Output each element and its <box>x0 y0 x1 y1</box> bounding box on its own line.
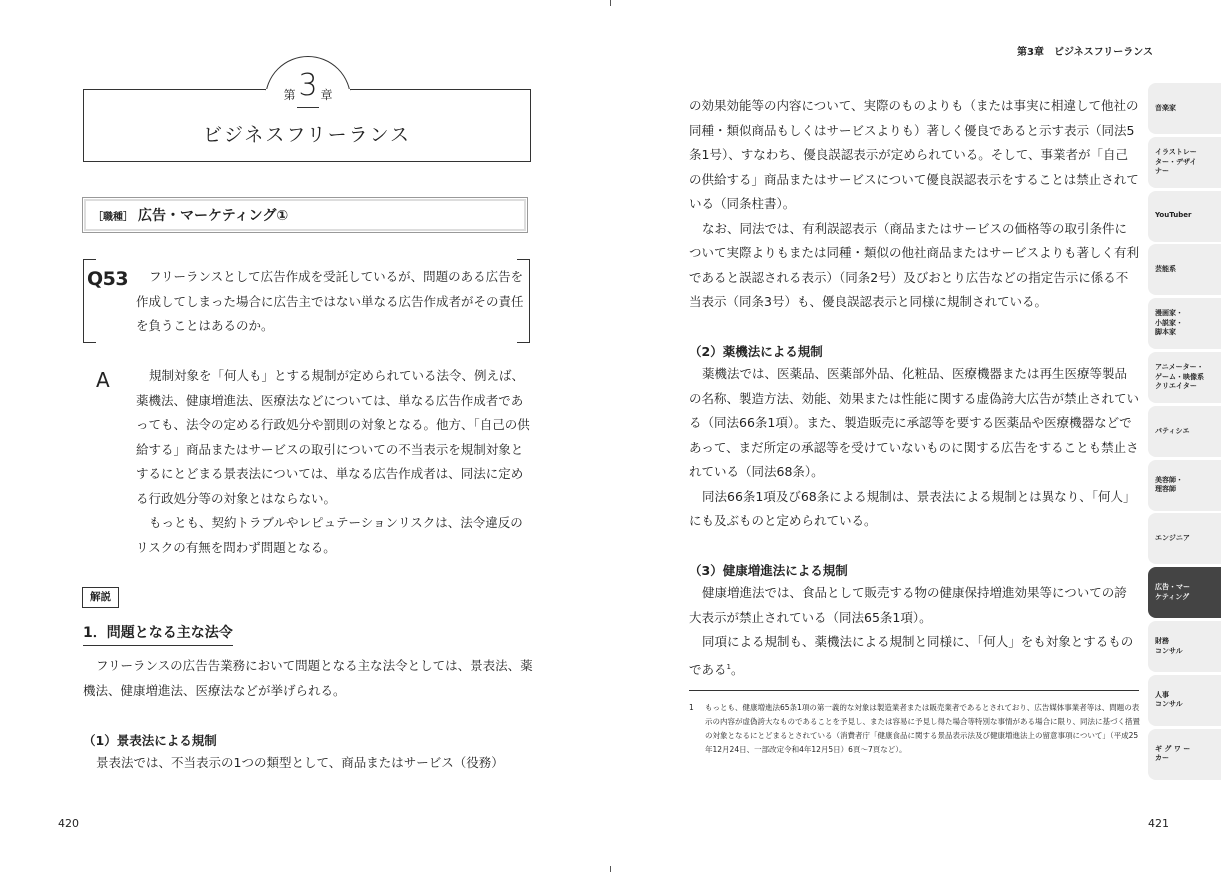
body-paragraph: の効果効能等の内容について、実際のものよりも（または事実に相違して他社の同種・類似商品もしくはサービスよりも）著しく優良であると示す表示（同法5条1号）、すなわち、優良誤認表示が定められている。そして、事業者が「自己の供給する」商品またはサービスについて優良誤認表示をすることは禁止されている（同条柱書）。 <box>689 98 1139 211</box>
category-tag: ［職種］ <box>93 211 133 223</box>
question-label: Q53 <box>87 268 129 290</box>
answer-paragraph: 規制対象を「何人も」とする規制が定められている法令、例えば、薬機法、健康増進法、医療法などについては、単なる広告作成者であっても、法令の定める行政処分や罰則の対象となる。他方、「自己の供給する」商品またはサービスの取引についての不当表示を規制対象とするにとどまる景表法については、単なる広告作成者は、同法に定める行政処分等の対象とはならない。 <box>136 368 530 506</box>
answer-paragraph: もっとも、契約トラブルやレピュテーションリスクは、法令違反のリスクの有無を問わず問題となる。 <box>136 515 523 555</box>
section-title: 1．問題となる主な法令 <box>83 622 233 646</box>
running-head: 第3章 ビジネスフリーランス <box>1017 47 1153 58</box>
chapter-label <box>268 64 348 104</box>
index-tab[interactable]: 音楽家 <box>1148 83 1221 134</box>
right-page <box>611 0 1221 872</box>
section-body <box>83 654 533 703</box>
chapter-prefix: 第 <box>283 88 296 102</box>
answer-text <box>136 364 532 560</box>
index-tab[interactable]: パティシエ <box>1148 406 1221 457</box>
index-tab[interactable]: YouTuber <box>1148 191 1221 242</box>
index-tab[interactable]: ギ グ ワ ー カー <box>1148 729 1221 780</box>
index-tab[interactable]: 漫画家・ 小説家・ 脚本家 <box>1148 298 1221 349</box>
index-tab[interactable]: 芸能系 <box>1148 244 1221 295</box>
body-paragraph: 景表法では、不当表示の1つの類型として、商品またはサービス（役務） <box>96 755 504 770</box>
subsection-body <box>83 751 533 776</box>
chapter-number: 3 <box>298 68 318 103</box>
body-sentence: 同項による規制も、薬機法による規制と同様に、「何人」をも対象とするものである <box>689 634 1134 677</box>
question-text: フリーランスとして広告作成を受託しているが、問題のある広告を作成してしまった場合に広告主ではない単なる広告作成者がその責任を負うことはあるのか。 <box>136 269 524 333</box>
chapter-title: ビジネスフリーランス <box>202 124 412 146</box>
subsection-body <box>689 581 1139 682</box>
body-paragraph: フリーランスの広告告業務において問題となる主な法令としては、景表法、薬機法、健康増進法、医療法などが挙げられる。 <box>83 658 533 698</box>
index-tab[interactable]: 広告・マー ケティング <box>1148 567 1221 618</box>
index-tab[interactable]: 美容師・ 理容師 <box>1148 460 1221 511</box>
subsection-title: （1）景表法による規制 <box>83 733 217 748</box>
subsection-title: （3）健康増進法による規制 <box>689 563 848 578</box>
index-tab[interactable]: 財務 コンサル <box>1148 621 1221 672</box>
footnote-number: 1 <box>689 703 694 712</box>
answer-label: A <box>96 368 110 392</box>
body-paragraph: 薬機法では、医薬品、医薬部外品、化粧品、医療機器または再生医療等製品の名称、製造方法、効能、効果または性能に関する虚偽誇大広告が禁止されている（同法66条1項）。また、製造販売に承認等を要する医薬品や医療機器などであって、まだ所定の承認等を受けていないものに関する広告をすることも禁止されている（同法68条）。 <box>689 366 1140 479</box>
body-paragraph: なお、同法では、有利誤認表示（商品またはサービスの価格等の取引条件について実際よりもまたは同種・類似の他社商品またはサービスよりも著しく有利であると誤認される表示）（同条2号）及びおとり広告などの指定告示に係る不当表示（同条3号）も、優良誤認表示と同様に規制されている。 <box>689 220 1140 309</box>
footnote <box>689 701 1141 757</box>
footnote-divider <box>689 690 1139 691</box>
left-page <box>0 0 610 872</box>
sentence-end: 。 <box>730 661 744 677</box>
body-paragraph: 健康増進法では、食品として販売する物の健康保持増進効果等についての誇大表示が禁止されている（同法65条1項）。 <box>689 585 1127 625</box>
chapter-divider <box>297 107 319 108</box>
body-paragraph <box>689 630 1139 682</box>
continuation-body <box>689 94 1139 315</box>
index-tab[interactable]: アニメーター・ ゲーム・映像系 クリエイター <box>1148 352 1221 403</box>
chapter-suffix: 章 <box>320 88 333 102</box>
footnote-text: もっとも、健康増進法65条1項の第一義的な対象は製造業者または販売業者であるとされており、広告媒体事業者等は、問題の表示の内容が虚偽誇大なものであることを予見し、または容易に予見し得た場合等特別な事情がある場合に限り、同法に基づく措置の対象となるにとどまるとされている（消費者庁「健康食品に関する景品表示法及び健康増進法上の留意事項について」（平成25年12月24日、一部改定令和4年12月5日）6頁〜7頁など）。 <box>705 703 1140 754</box>
index-tab[interactable]: エンジニア <box>1148 513 1221 564</box>
commentary-label: 解説 <box>82 587 119 608</box>
index-tab[interactable]: イラストレー ター・デザイ ナー <box>1148 137 1221 188</box>
page-number: 421 <box>1148 817 1169 830</box>
page-number: 420 <box>58 817 79 830</box>
subsection-title: （2）薬機法による規制 <box>689 344 823 359</box>
category-heading <box>82 197 528 233</box>
footnote-reference[interactable]: 1 <box>726 662 731 671</box>
body-paragraph: 同法66条1項及び68条による規制は、景表法による規制とは異なり、「何人」にも及ぶものと定められている。 <box>689 488 1136 528</box>
index-tab[interactable]: 人事 コンサル <box>1148 675 1221 726</box>
category-name: 広告・マーケティング① <box>138 208 289 224</box>
subsection-body <box>689 362 1139 534</box>
